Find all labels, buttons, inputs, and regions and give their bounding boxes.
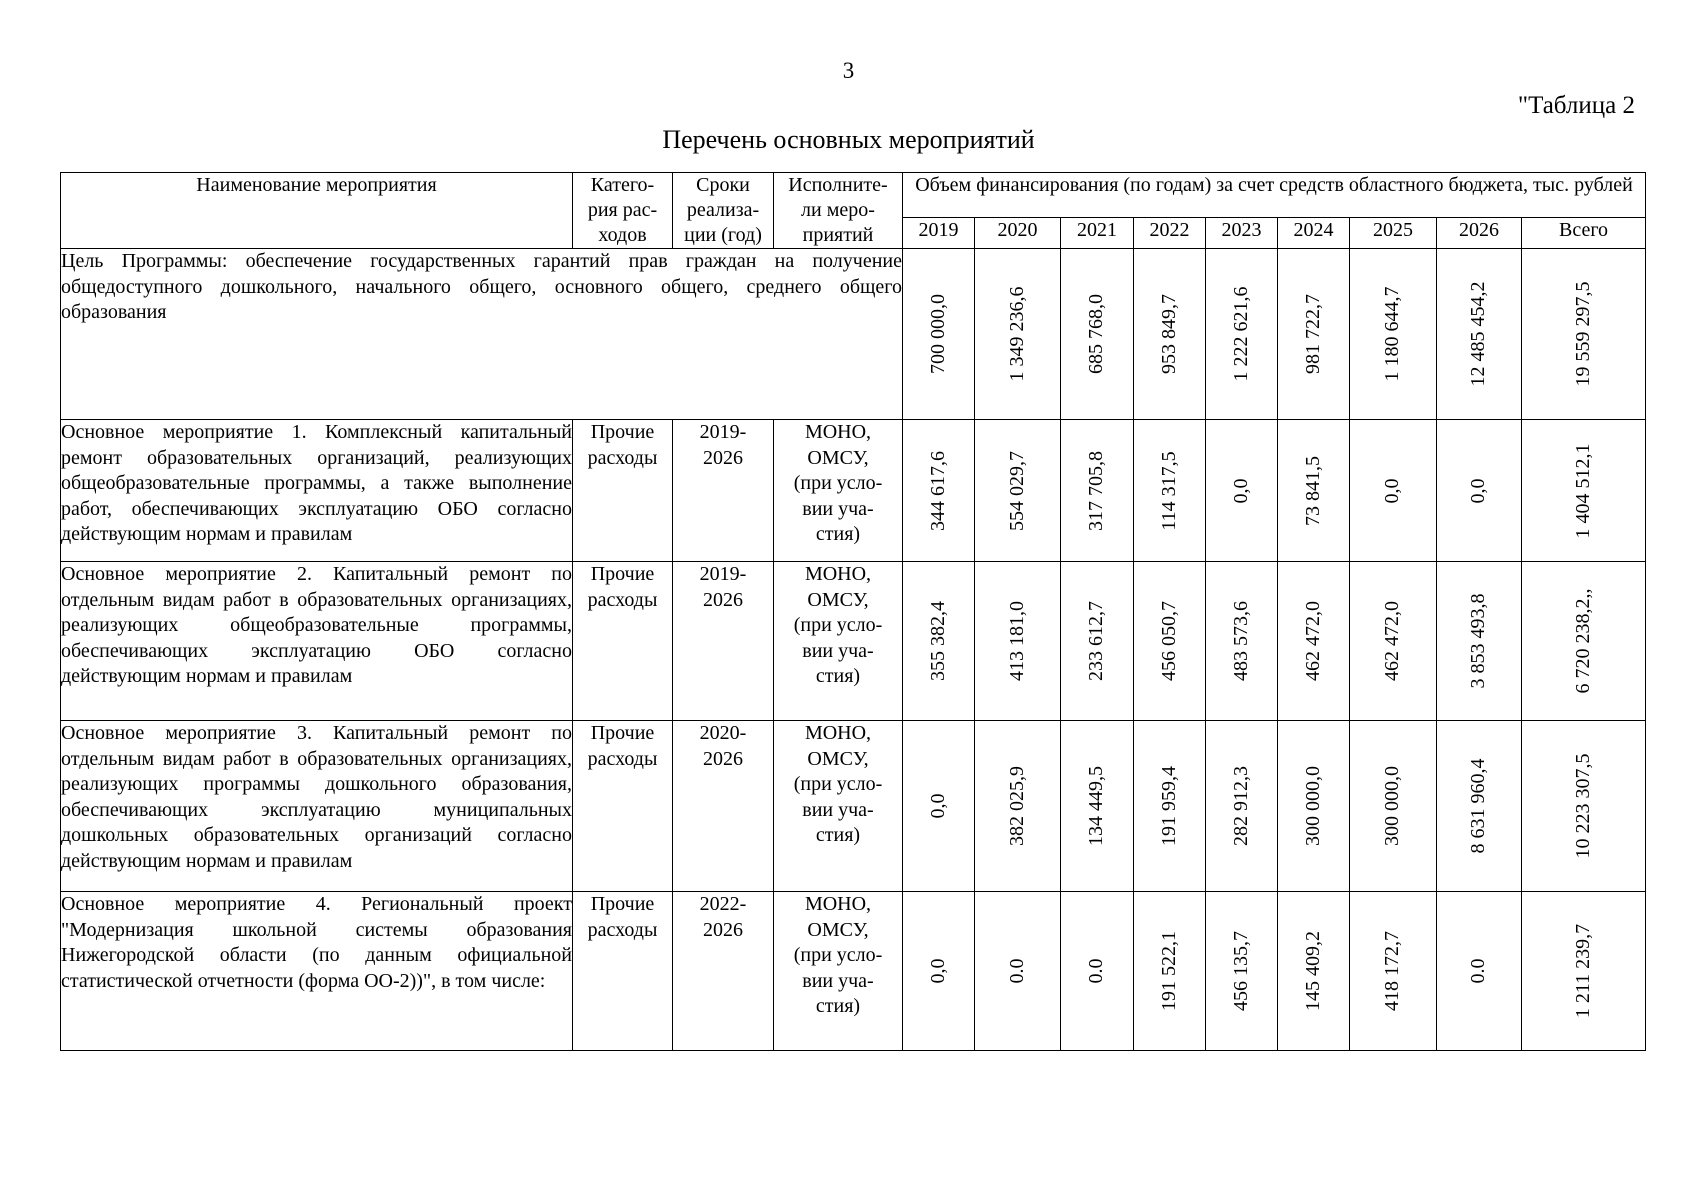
value-cell: 300 000,0 [1278,721,1350,892]
category-cell: Прочие расходы [573,721,673,892]
total-cell: 10 223 307,5 [1522,721,1646,892]
total-cell: 1 404 512,1 [1522,420,1646,562]
term-cell: 2019- 2026 [673,562,774,721]
category-cell: Прочие расходы [573,562,673,721]
executor-cell: МОНО, ОМСУ, (при усло- вии уча- стия) [774,721,903,892]
value-cell: 462 472,0 [1350,562,1437,721]
value-cell: 953 849,7 [1134,249,1206,420]
table-row [61,420,1646,562]
value-cell: 355 382,4 [903,562,975,721]
table-row [61,721,1646,892]
term-cell: 2019- 2026 [673,420,774,562]
goal-text: Цель Программы: обеспечение государственных гарантий прав граждан на получение общедоступного дошкольного, начального общего, основного общего, среднего общего образования [61,249,903,420]
value-cell: 344 617,6 [903,420,975,562]
total-cell: 19 559 297,5 [1522,249,1646,420]
header-year: 2023 [1206,218,1278,249]
value-cell: 191 959,4 [1134,721,1206,892]
total-cell: 6 720 238,2,, [1522,562,1646,721]
activities-table [60,172,1646,1051]
header-term: Сроки реализа- ции (год) [673,173,774,249]
header-year: 2024 [1278,218,1350,249]
category-cell: Прочие расходы [573,420,673,562]
value-cell: 554 029,7 [975,420,1061,562]
value-cell: 0.0 [975,892,1061,1051]
value-cell: 114 317,5 [1134,420,1206,562]
value-cell: 456 050,7 [1134,562,1206,721]
activity-name: Основное мероприятие 4. Региональный проект "Модернизация школьной системы образования Нижегородской области (по данным официальной статистической отчетности (форма ОО-2))", в том числе: [61,892,573,1051]
header-executor: Исполните- ли меро- приятий [774,173,903,249]
value-cell: 73 841,5 [1278,420,1350,562]
header-year: 2020 [975,218,1061,249]
table-row [61,892,1646,1051]
value-cell: 8 631 960,4 [1437,721,1522,892]
value-cell: 317 705,8 [1061,420,1134,562]
total-cell: 1 211 239,7 [1522,892,1646,1051]
value-cell: 145 409,2 [1278,892,1350,1051]
value-cell: 685 768,0 [1061,249,1134,420]
document-title: Перечень основных мероприятий [662,125,1035,154]
activity-name: Основное мероприятие 2. Капитальный ремонт по отдельным видам работ в образовательных организациях, реализующих общеобразовательные программы, обеспечивающих эксплуатацию ОБО согласно действующим нормам и правилам [61,562,573,721]
table-row-goal [61,249,1646,420]
header-category: Катего- рия рас- ходов [573,173,673,249]
value-cell: 282 912,3 [1206,721,1278,892]
value-cell: 0,0 [903,721,975,892]
header-year: 2026 [1437,218,1522,249]
header-year: 2025 [1350,218,1437,249]
value-cell: 233 612,7 [1061,562,1134,721]
value-cell: 483 573,6 [1206,562,1278,721]
table-label: "Таблица 2 [1517,92,1635,119]
value-cell: 3 853 493,8 [1437,562,1522,721]
value-cell: 191 522,1 [1134,892,1206,1051]
value-cell: 0.0 [1061,892,1134,1051]
value-cell: 0,0 [1437,420,1522,562]
value-cell: 382 025,9 [975,721,1061,892]
value-cell: 700 000,0 [903,249,975,420]
header-name: Наименование мероприятия [61,173,573,249]
header-financing: Объем финансирования (по годам) за счет средств областного бюджета, тыс. рублей [903,173,1646,218]
value-cell: 462 472,0 [1278,562,1350,721]
value-cell: 456 135,7 [1206,892,1278,1051]
header-total: Всего [1522,218,1646,249]
activity-name: Основное мероприятие 3. Капитальный ремонт по отдельным видам работ в образовательных организациях, реализующих программы дошкольного образования, обеспечивающих эксплуатацию муниципальных дошкольных образовательных организаций согласно действующим нормам и правилам [61,721,573,892]
value-cell: 0.0 [1437,892,1522,1051]
executor-cell: МОНО, ОМСУ, (при усло- вии уча- стия) [774,562,903,721]
value-cell: 1 180 644,7 [1350,249,1437,420]
value-cell: 0,0 [1206,420,1278,562]
header-year: 2019 [903,218,975,249]
header-year: 2022 [1134,218,1206,249]
header-year: 2021 [1061,218,1134,249]
executor-cell: МОНО, ОМСУ, (при усло- вии уча- стия) [774,892,903,1051]
page-number: 3 [842,58,855,83]
category-cell: Прочие расходы [573,892,673,1051]
value-cell: 1 222 621,6 [1206,249,1278,420]
activity-name: Основное мероприятие 1. Комплексный капитальный ремонт образовательных организаций, реализующих общеобразовательные программы, а также выполнение работ, обеспечивающих эксплуатацию ОБО согласно действующим нормам и правилам [61,420,573,562]
term-cell: 2022- 2026 [673,892,774,1051]
value-cell: 300 000,0 [1350,721,1437,892]
term-cell: 2020- 2026 [673,721,774,892]
value-cell: 0,0 [1350,420,1437,562]
table-row [61,562,1646,721]
value-cell: 418 172,7 [1350,892,1437,1051]
value-cell: 981 722,7 [1278,249,1350,420]
value-cell: 12 485 454,2 [1437,249,1522,420]
value-cell: 413 181,0 [975,562,1061,721]
value-cell: 134 449,5 [1061,721,1134,892]
executor-cell: МОНО, ОМСУ, (при усло- вии уча- стия) [774,420,903,562]
value-cell: 0,0 [903,892,975,1051]
value-cell: 1 349 236,6 [975,249,1061,420]
